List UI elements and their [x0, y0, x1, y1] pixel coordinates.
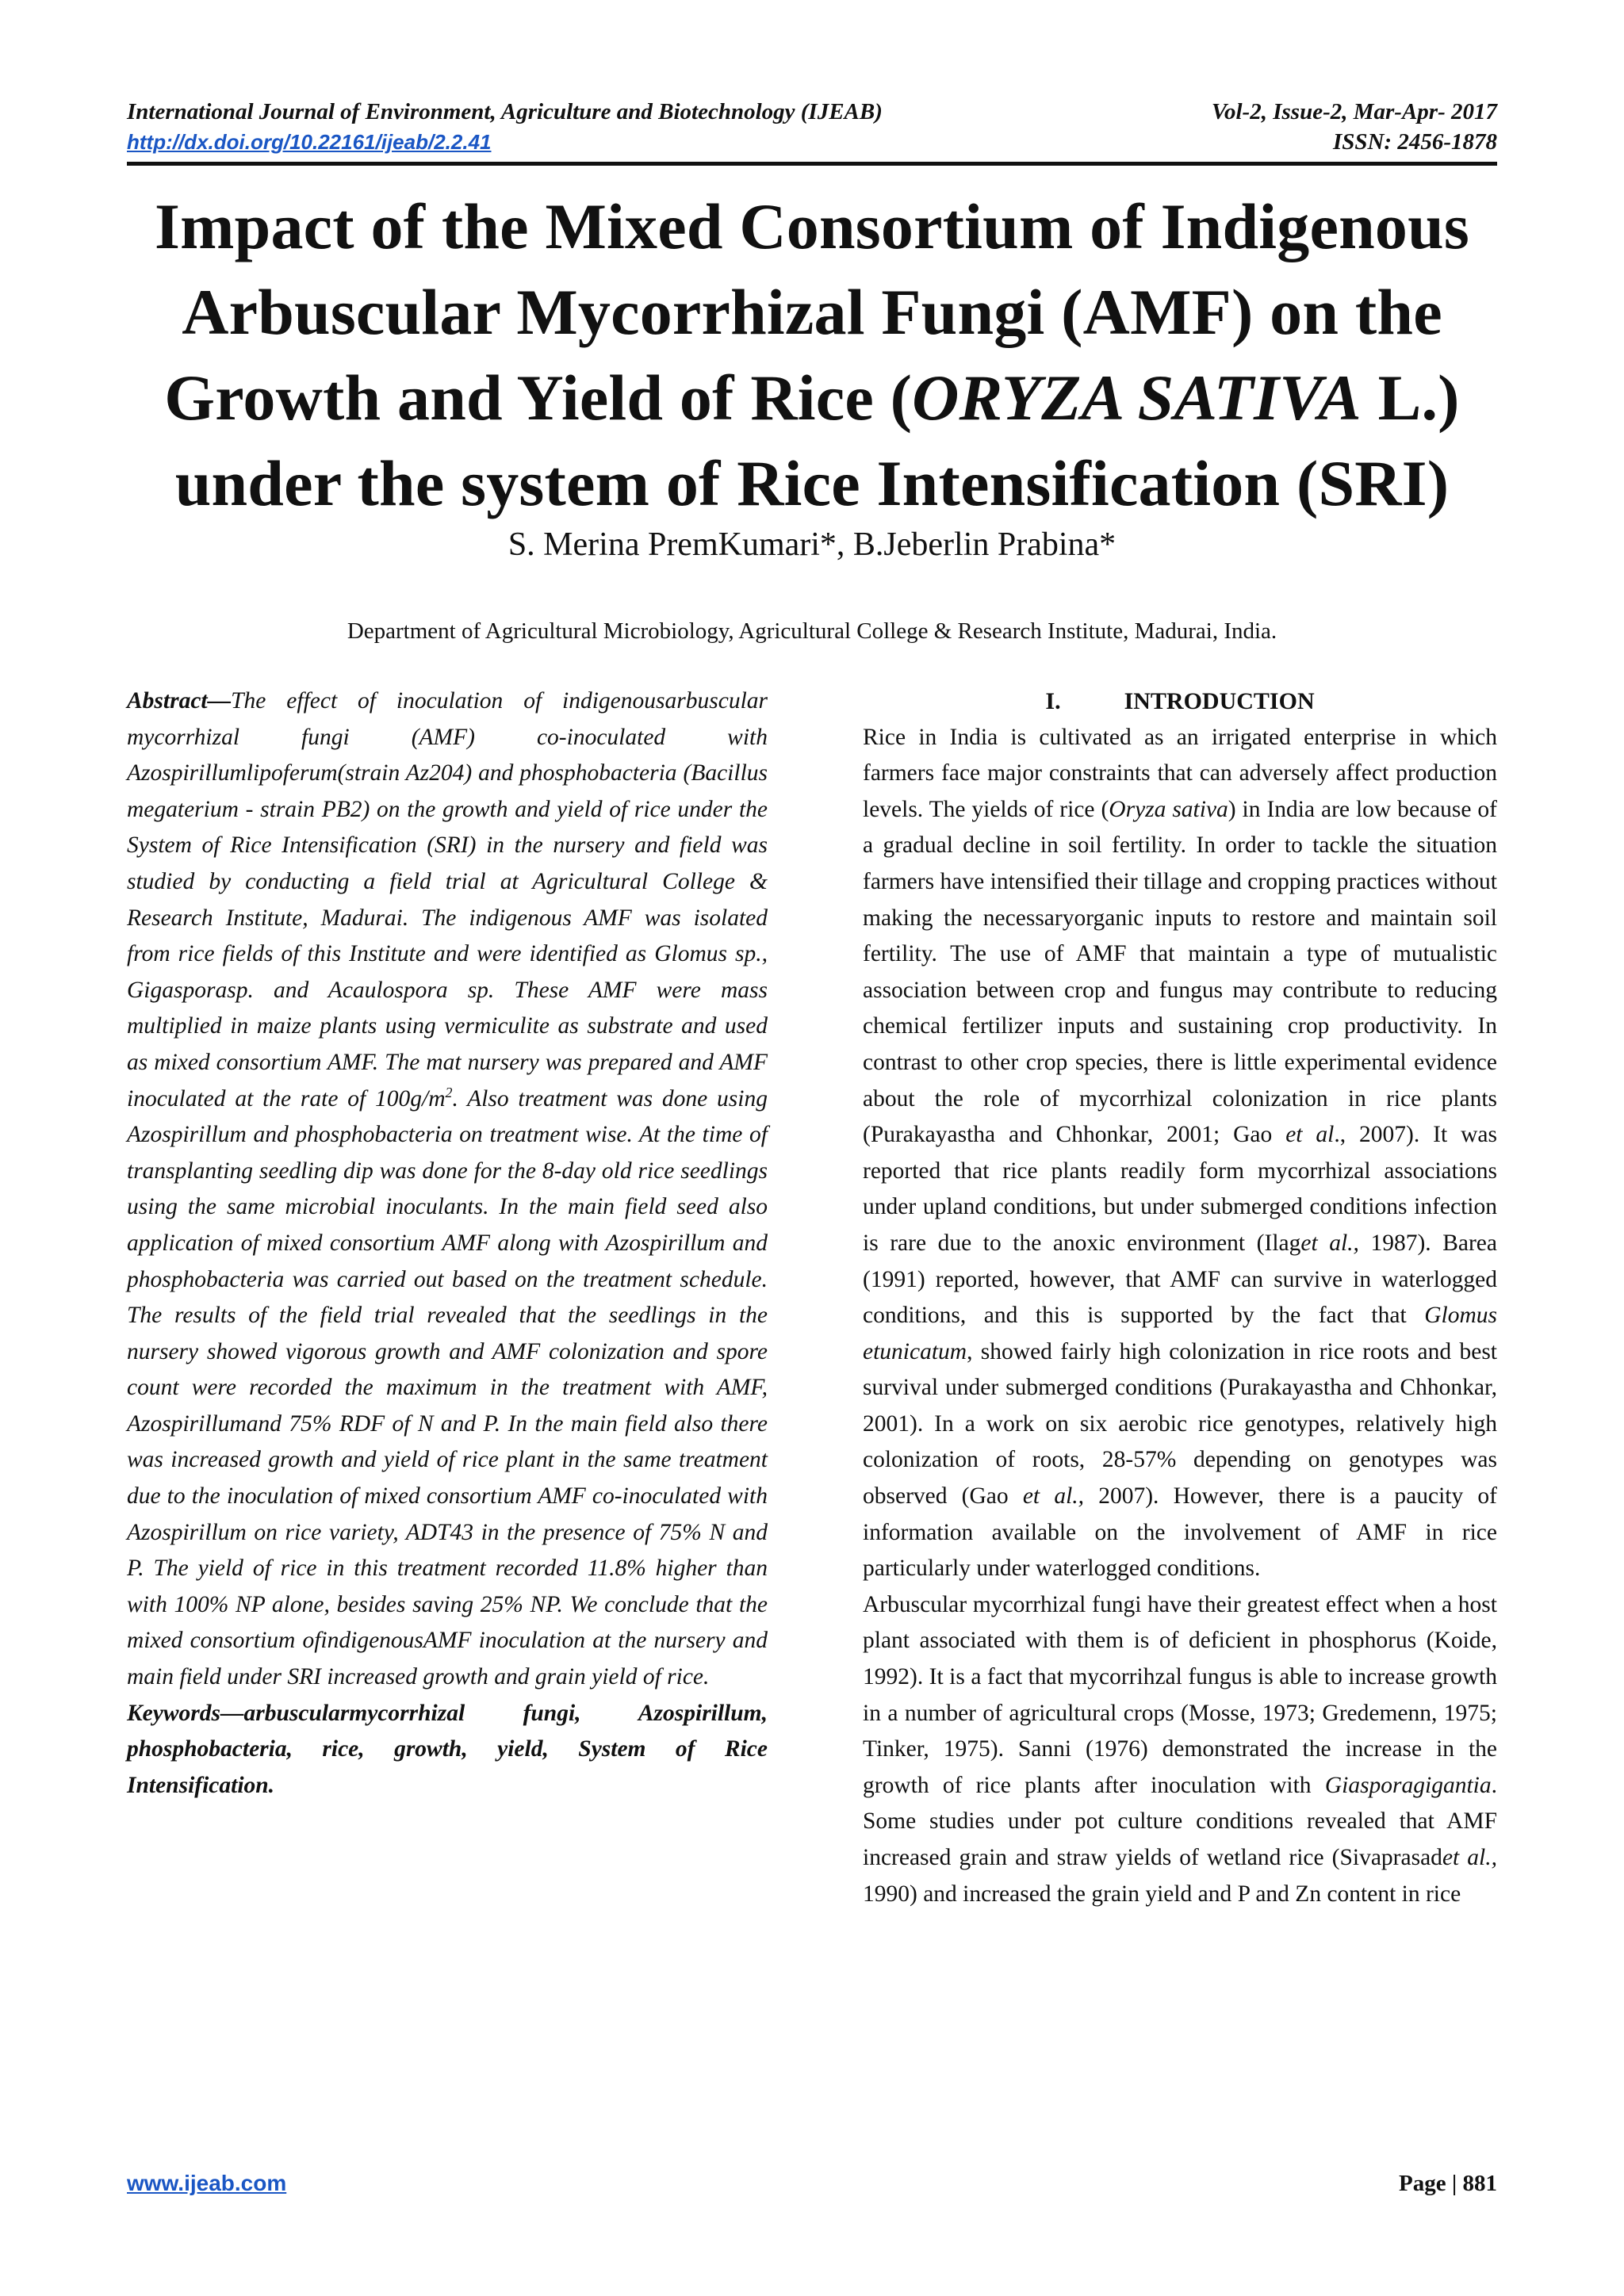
title-line-3-pre: Growth and Yield of Rice (: [164, 362, 913, 434]
keywords-text: arbuscularmycorrhizal fungi, Azospirillum, phosphobacteria, rice, growth, yield, System of Rice Intensification.: [127, 1700, 768, 1798]
p1-text-f: 2007). However, there is a paucity of information available on the involvement of AMF in rice particularly under waterlogged conditions.: [863, 1483, 1497, 1582]
p1-italic-1: Oryza sativa: [1109, 796, 1228, 822]
p1-text-a: Rice in India is cultivated as an irrigated enterprise in which farmers face major constraints that can adversely affect production levels. The yields of rice (: [863, 724, 1497, 822]
p1-italic-3: et al.,: [1300, 1230, 1359, 1256]
abstract-text-a: The effect of inoculation of indigenousarbuscular mycorrhizal fungi (AMF) co-inoculated with Azospirillumlipoferum(strain Az204) and phosphobacteria (Bacillus megaterium - strain PB2) on the growth and yield of rice under the System of Rice Intensification (SRI) in the nursery and field was studied by conducting a field trial at Agricultural College & Research Institute, Madurai. The indigenous AMF was isolated from rice fields of this Institute and were identified as Glomus sp., Gigasporasp. and Acaulospora sp. These AMF were mass multiplied in maize plants using vermiculite as substrate and used as mixed consortium AMF. The mat nursery was prepared and AMF inoculated at the rate of 100g/m: [127, 688, 768, 1112]
p1-italic-4: Glomus etunicatum: [863, 1303, 1497, 1364]
p1-italic-5: et al.,: [1022, 1483, 1085, 1510]
p2-text-c: 1990) and increased the grain yield and P and Zn content in rice: [863, 1881, 1461, 1907]
title-line-2: Arbuscular Mycorrhizal Fungi (AMF) on the: [182, 276, 1442, 348]
section-heading: [863, 683, 1497, 720]
p2-italic-2: et al.,: [1442, 1845, 1497, 1870]
p1-text-e: , showed fairly high colonization in rice roots and best survival under submerged conditions (Purakayastha and Chhonkar, 2001). In a work on six aerobic rice genotypes, relatively high colonization of roots, 28-57% depending on genotypes was observed (Gao: [863, 1338, 1497, 1510]
affiliation: Department of Agricultural Microbiology, Agricultural College & Research Institute, Madurai, India.: [347, 618, 1277, 644]
authors: S. Merina PremKumari*, B.Jeberlin Prabina*: [508, 526, 1116, 563]
page-footer: [127, 2171, 1497, 2197]
p2-text-a: Arbuscular mycorrhizal fungi have their greatest effect when a host plant associated with them is of deficient in phosphorus (Koide, 1992). It is a fact that mycorrihzal fungus is able to increase growth in a number of agricultural crops (Mosse, 1973; Gredemenn, 1975; Tinker, 1975). Sanni (1976) demonstrated the increase in the growth of rice plants after inoculation with: [863, 1591, 1497, 1798]
abstract-text-b: . Also treatment was done using Azospirillum and phosphobacteria on treatment wise. At the time of transplanting seedling dip was done for the 8-day old rice seedlings using the same microbial inoculants. In the main field seed also application of mixed consortium AMF along with Azospirillum and phosphobacteria was carried out based on the treatment schedule. The results of the field trial revealed that the seedlings in the nursery showed vigorous growth and AMF colonization and spore count were recorded the maximum in the treatment with AMF, Azospirillumand 75% RDF of N and P. In the main field also there was increased growth and yield of rice plant in the same treatment due to the inoculation of mixed consortium AMF co-inoculated with Azospirillum on rice variety, ADT43 in the presence of 75% N and P. The yield of rice in this treatment recorded 11.8% higher than with 100% NP alone, besides saving 25% NP. We conclude that the mixed consortium ofindigenousAMF inoculation at the nursery and main field under SRI increased growth and grain yield of rice.: [127, 1085, 768, 1690]
volume-issue: Vol-2, Issue-2, Mar-Apr- 2017: [1211, 99, 1497, 124]
p1-text-d: 1987). Barea (1991) reported, however, that AMF can survive in waterlogged conditions, and this is supported by the fact that: [863, 1230, 1497, 1329]
title-species: ORYZA SATIVA: [912, 362, 1362, 434]
journal-name: International Journal of Environment, Agriculture and Biotechnology (IJEAB): [127, 99, 883, 124]
p2-italic-1: Giasporagigantia: [1324, 1772, 1492, 1798]
p1-text-b: ) in India are low because of a gradual decline in soil fertility. In order to tackle the situation farmers have intensified their tillage and cropping practices without making the necessaryorganic inputs to restore and maintain soil fertility. The use of AMF that maintain a type of mutualistic association between crop and fungus may contribute to reducing chemical fertilizer inputs and sustaining crop productivity. In contrast to other crop species, there is little experimental evidence about the role of mycorrhizal colonization in rice plants (Purakayastha and Chhonkar, 2001; Gao: [863, 796, 1497, 1148]
title-line-3-post: L.): [1361, 362, 1460, 434]
doi-link[interactable]: http://dx.doi.org/10.22161/ijeab/2.2.41: [127, 130, 492, 154]
abstract-label: Abstract—: [127, 688, 232, 714]
keywords: [127, 1696, 768, 1804]
section-title: INTRODUCTION: [1124, 688, 1315, 714]
paper-title: [95, 184, 1529, 526]
keywords-label: Keywords—: [127, 1700, 244, 1726]
website-link[interactable]: www.ijeab.com: [127, 2171, 287, 2195]
abstract-sup: 2: [445, 1084, 453, 1100]
p2-text-b: . Some studies under pot culture conditions revealed that AMF increased grain and straw yields of wetland rice (Sivaprasad: [863, 1772, 1497, 1870]
title-line-3: [95, 355, 1529, 441]
intro-paragraph-1: [863, 720, 1497, 1587]
header-rule: [127, 162, 1497, 166]
abstract: [127, 683, 768, 1696]
issn: ISSN: 2456-1878: [1332, 129, 1497, 155]
intro-paragraph-2: [863, 1587, 1497, 1912]
p1-italic-2: et al: [1285, 1122, 1335, 1148]
title-line-1: Impact of the Mixed Consortium of Indigenous: [155, 190, 1469, 262]
section-number: I.: [1045, 688, 1061, 714]
page-number: Page | 881: [1399, 2171, 1497, 2196]
p1-text-c: ., 2007). It was reported that rice plants readily form mycorrhizal associations under upland conditions, but under submerged conditions infection is rare due to the anoxic environment (Ilag: [863, 1122, 1497, 1256]
running-header: [127, 97, 1497, 166]
left-column: [127, 683, 768, 1804]
title-line-4: under the system of Rice Intensification (SRI): [174, 447, 1450, 519]
right-column: [863, 683, 1497, 1912]
